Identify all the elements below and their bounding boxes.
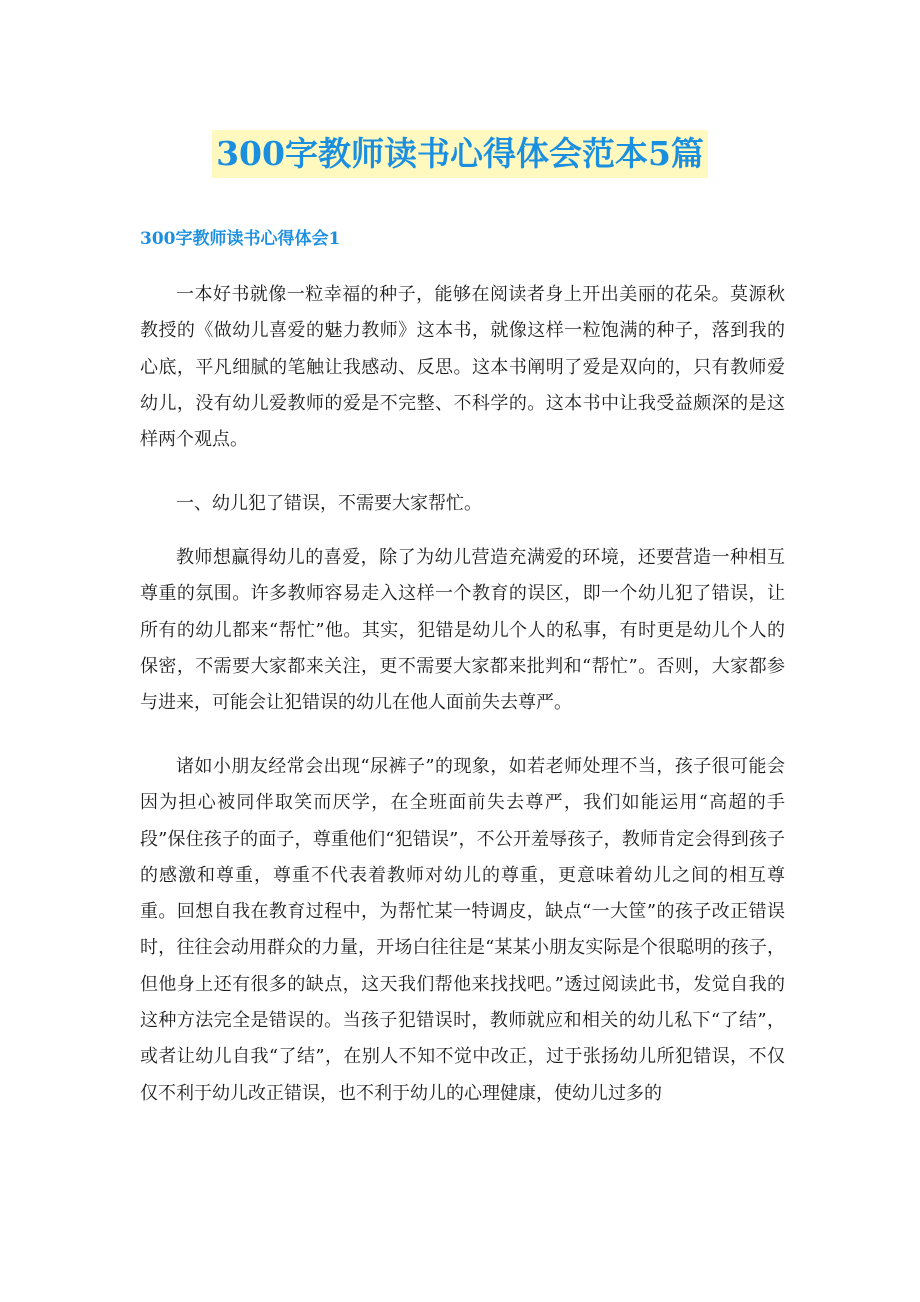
paragraph: 一、幼儿犯了错误，不需要大家帮忙。 — [176, 493, 482, 514]
section-heading: 300字教师读书心得体会1 — [140, 229, 341, 249]
paragraph: 诸如小朋友经常会出现“尿裤子”的现象，如若老师处理不当，孩子很可能会因为担心被同伴取笑而厌学，在全班面前失去尊严，我们如能运用“高超的手段”保住孩子的面子，尊重他们“犯错误”，不公开羞辱孩子，教师肯定会得到孩子的感激和尊重，尊重不代表着教师对幼儿的尊重，更意味着幼儿之间的相互尊重。回想自我在教育过程中，为帮忙某一特调皮，缺点“一大筐”的孩子改正错误时，往往会动用群众的力量，开场白往往是“某某小朋友实际是个很聪明的孩子，但他身上还有很多的缺点，这天我们帮他来找找吧。”透过阅读此书，发觉自我的这种方法完全是错误的。当孩子犯错误时，教师就应和相关的幼儿私下“了结”，或者让幼儿自我“了结”，在别人不知不觉中改正，过于张扬幼儿所犯错误，不仅仅不利于幼儿改正错误，也不利于幼儿的心理健康，使幼儿过多的 — [140, 756, 785, 1104]
paragraph: 教师想赢得幼儿的喜爱，除了为幼儿营造充满爱的环境，还要营造一种相互尊重的氛围。许多教师容易走入这样一个教育的误区，即一个幼儿犯了错误，让所有的幼儿都来“帮忙”他。其实，犯错是幼儿个人的私事，有时更是幼儿个人的保密，不需要大家都来关注，更不需要大家都来批判和“帮忙”。否则，大家都参与进来，可能会让犯错误的幼儿在他人面前失去尊严。 — [140, 547, 785, 714]
title-container — [0, 130, 920, 178]
document-title: 300字教师读书心得体会范本5篇 — [212, 130, 708, 178]
paragraph: 一本好书就像一粒幸福的种子，能够在阅读者身上开出美丽的花朵。莫源秋教授的《做幼儿喜爱的魅力教师》这本书，就像这样一粒饱满的种子，落到我的心底，平凡细腻的笔触让我感动、反思。这本书阐明了爱是双向的，只有教师爱幼儿，没有幼儿爱教师的爱是不完整、不科学的。这本书中让我受益颇深的是这样两个观点。 — [140, 284, 785, 451]
